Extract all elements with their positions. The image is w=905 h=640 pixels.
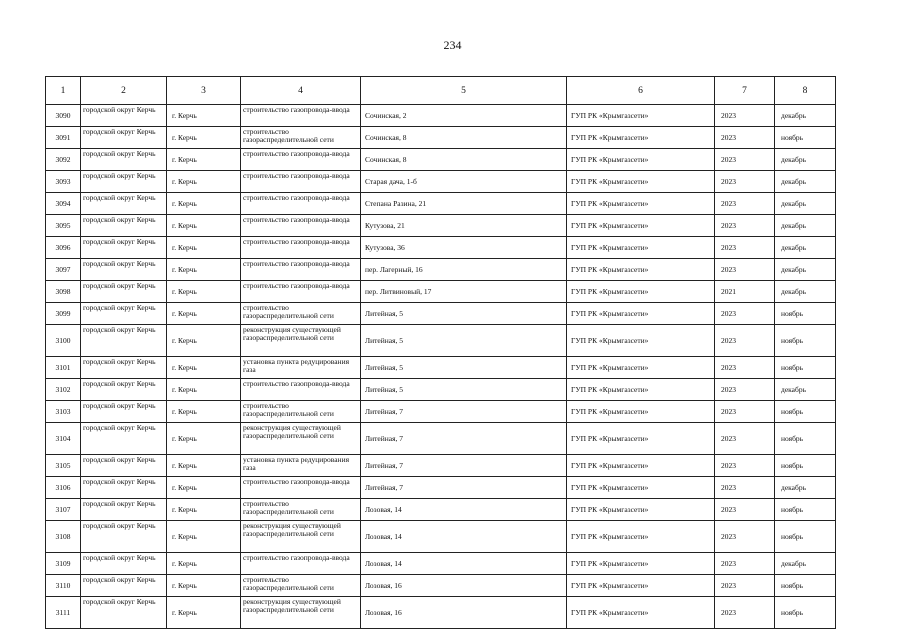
table-row xyxy=(46,455,836,477)
city-cell: г. Керчь xyxy=(167,575,241,597)
address-cell: Лозовая, 16 xyxy=(361,575,567,597)
work-type-cell: строительство газопровода-ввода xyxy=(241,281,361,303)
work-type-cell: строительство газопровода-ввода xyxy=(241,259,361,281)
address-cell: Литейная, 7 xyxy=(361,401,567,423)
table-header xyxy=(46,77,836,105)
table-row xyxy=(46,281,836,303)
month-cell: декабрь xyxy=(775,171,836,193)
address-cell: Кутузова, 36 xyxy=(361,237,567,259)
year-cell: 2023 xyxy=(715,379,775,401)
city-cell: г. Керчь xyxy=(167,379,241,401)
address-cell: пер. Лагерный, 16 xyxy=(361,259,567,281)
city-cell: г. Керчь xyxy=(167,455,241,477)
column-header-2: 2 xyxy=(81,77,167,105)
year-cell: 2023 xyxy=(715,575,775,597)
address-cell: Литейная, 7 xyxy=(361,477,567,499)
work-type-cell: реконструкция существующей газораспределительной сети xyxy=(241,423,361,455)
city-cell: г. Керчь xyxy=(167,303,241,325)
work-type-cell: строительство газопровода-ввода xyxy=(241,379,361,401)
gasification-table xyxy=(45,76,836,629)
column-header-1: 1 xyxy=(46,77,81,105)
month-cell: декабрь xyxy=(775,215,836,237)
city-cell: г. Керчь xyxy=(167,193,241,215)
work-type-cell: установка пункта редуцирования газа xyxy=(241,357,361,379)
row-number-cell: 3102 xyxy=(46,379,81,401)
municipality-cell: городской округ Керчь xyxy=(81,105,167,127)
organization-cell: ГУП РК «Крымгазсети» xyxy=(567,215,715,237)
work-type-cell: строительство газопровода-ввода xyxy=(241,477,361,499)
table-row xyxy=(46,325,836,357)
work-type-cell: строительство газопровода-ввода xyxy=(241,193,361,215)
row-number-cell: 3101 xyxy=(46,357,81,379)
work-type-cell: строительство газораспределительной сети xyxy=(241,303,361,325)
organization-cell: ГУП РК «Крымгазсети» xyxy=(567,357,715,379)
address-cell: Литейная, 7 xyxy=(361,455,567,477)
table-row xyxy=(46,259,836,281)
table-row xyxy=(46,379,836,401)
month-cell: декабрь xyxy=(775,105,836,127)
city-cell: г. Керчь xyxy=(167,553,241,575)
municipality-cell: городской округ Керчь xyxy=(81,237,167,259)
municipality-cell: городской округ Керчь xyxy=(81,325,167,357)
work-type-cell: строительство газопровода-ввода xyxy=(241,105,361,127)
year-cell: 2023 xyxy=(715,237,775,259)
column-header-7: 7 xyxy=(715,77,775,105)
row-number-cell: 3095 xyxy=(46,215,81,237)
table-row xyxy=(46,303,836,325)
year-cell: 2023 xyxy=(715,171,775,193)
month-cell: декабрь xyxy=(775,477,836,499)
city-cell: г. Керчь xyxy=(167,423,241,455)
municipality-cell: городской округ Керчь xyxy=(81,259,167,281)
month-cell: ноябрь xyxy=(775,423,836,455)
organization-cell: ГУП РК «Крымгазсети» xyxy=(567,455,715,477)
city-cell: г. Керчь xyxy=(167,215,241,237)
municipality-cell: городской округ Керчь xyxy=(81,597,167,629)
municipality-cell: городской округ Керчь xyxy=(81,553,167,575)
row-number-cell: 3109 xyxy=(46,553,81,575)
year-cell: 2023 xyxy=(715,325,775,357)
month-cell: декабрь xyxy=(775,259,836,281)
address-cell: Степана Разина, 21 xyxy=(361,193,567,215)
year-cell: 2023 xyxy=(715,193,775,215)
city-cell: г. Керчь xyxy=(167,499,241,521)
year-cell: 2023 xyxy=(715,105,775,127)
address-cell: Кутузова, 21 xyxy=(361,215,567,237)
table-body xyxy=(46,105,836,629)
organization-cell: ГУП РК «Крымгазсети» xyxy=(567,325,715,357)
city-cell: г. Керчь xyxy=(167,357,241,379)
municipality-cell: городской округ Керчь xyxy=(81,521,167,553)
table-row xyxy=(46,423,836,455)
column-header-4: 4 xyxy=(241,77,361,105)
work-type-cell: строительство газораспределительной сети xyxy=(241,127,361,149)
work-type-cell: строительство газопровода-ввода xyxy=(241,237,361,259)
month-cell: декабрь xyxy=(775,237,836,259)
address-cell: Лозовая, 14 xyxy=(361,499,567,521)
organization-cell: ГУП РК «Крымгазсети» xyxy=(567,553,715,575)
municipality-cell: городской округ Керчь xyxy=(81,215,167,237)
address-cell: пер. Литвиновый, 17 xyxy=(361,281,567,303)
table-row xyxy=(46,215,836,237)
row-number-cell: 3099 xyxy=(46,303,81,325)
row-number-cell: 3105 xyxy=(46,455,81,477)
organization-cell: ГУП РК «Крымгазсети» xyxy=(567,575,715,597)
row-number-cell: 3091 xyxy=(46,127,81,149)
month-cell: декабрь xyxy=(775,281,836,303)
row-number-cell: 3090 xyxy=(46,105,81,127)
municipality-cell: городской округ Керчь xyxy=(81,455,167,477)
municipality-cell: городской округ Керчь xyxy=(81,193,167,215)
year-cell: 2023 xyxy=(715,357,775,379)
table-row xyxy=(46,237,836,259)
row-number-cell: 3107 xyxy=(46,499,81,521)
column-header-8: 8 xyxy=(775,77,836,105)
row-number-cell: 3093 xyxy=(46,171,81,193)
year-cell: 2023 xyxy=(715,423,775,455)
table-row xyxy=(46,477,836,499)
row-number-cell: 3100 xyxy=(46,325,81,357)
year-cell: 2023 xyxy=(715,259,775,281)
city-cell: г. Керчь xyxy=(167,171,241,193)
address-cell: Литейная, 5 xyxy=(361,357,567,379)
year-cell: 2023 xyxy=(715,455,775,477)
organization-cell: ГУП РК «Крымгазсети» xyxy=(567,105,715,127)
work-type-cell: строительство газопровода-ввода xyxy=(241,215,361,237)
page-number: 234 xyxy=(443,38,462,52)
month-cell: декабрь xyxy=(775,149,836,171)
organization-cell: ГУП РК «Крымгазсети» xyxy=(567,259,715,281)
organization-cell: ГУП РК «Крымгазсети» xyxy=(567,521,715,553)
row-number-cell: 3108 xyxy=(46,521,81,553)
municipality-cell: городской округ Керчь xyxy=(81,303,167,325)
city-cell: г. Керчь xyxy=(167,597,241,629)
address-cell: Сочинская, 8 xyxy=(361,149,567,171)
row-number-cell: 3092 xyxy=(46,149,81,171)
organization-cell: ГУП РК «Крымгазсети» xyxy=(567,379,715,401)
table-row xyxy=(46,357,836,379)
municipality-cell: городской округ Керчь xyxy=(81,575,167,597)
year-cell: 2023 xyxy=(715,553,775,575)
month-cell: ноябрь xyxy=(775,575,836,597)
city-cell: г. Керчь xyxy=(167,105,241,127)
table-row xyxy=(46,575,836,597)
header-row xyxy=(46,77,836,105)
organization-cell: ГУП РК «Крымгазсети» xyxy=(567,477,715,499)
organization-cell: ГУП РК «Крымгазсети» xyxy=(567,171,715,193)
city-cell: г. Керчь xyxy=(167,259,241,281)
organization-cell: ГУП РК «Крымгазсети» xyxy=(567,237,715,259)
city-cell: г. Керчь xyxy=(167,477,241,499)
work-type-cell: строительство газопровода-ввода xyxy=(241,149,361,171)
row-number-cell: 3098 xyxy=(46,281,81,303)
table-row xyxy=(46,499,836,521)
municipality-cell: городской округ Керчь xyxy=(81,401,167,423)
municipality-cell: городской округ Керчь xyxy=(81,499,167,521)
work-type-cell: установка пункта редуцирования газа xyxy=(241,455,361,477)
work-type-cell: реконструкция существующей газораспределительной сети xyxy=(241,325,361,357)
row-number-cell: 3111 xyxy=(46,597,81,629)
organization-cell: ГУП РК «Крымгазсети» xyxy=(567,597,715,629)
year-cell: 2023 xyxy=(715,401,775,423)
organization-cell: ГУП РК «Крымгазсети» xyxy=(567,401,715,423)
table-row xyxy=(46,521,836,553)
municipality-cell: городской округ Керчь xyxy=(81,281,167,303)
address-cell: Лозовая, 14 xyxy=(361,553,567,575)
row-number-cell: 3094 xyxy=(46,193,81,215)
address-cell: Лозовая, 14 xyxy=(361,521,567,553)
year-cell: 2023 xyxy=(715,303,775,325)
municipality-cell: городской округ Керчь xyxy=(81,171,167,193)
year-cell: 2023 xyxy=(715,499,775,521)
organization-cell: ГУП РК «Крымгазсети» xyxy=(567,423,715,455)
work-type-cell: строительство газопровода-ввода xyxy=(241,171,361,193)
table-row xyxy=(46,127,836,149)
month-cell: декабрь xyxy=(775,379,836,401)
table-row xyxy=(46,105,836,127)
organization-cell: ГУП РК «Крымгазсети» xyxy=(567,303,715,325)
column-header-5: 5 xyxy=(361,77,567,105)
row-number-cell: 3104 xyxy=(46,423,81,455)
table-row xyxy=(46,553,836,575)
work-type-cell: строительство газораспределительной сети xyxy=(241,575,361,597)
month-cell: декабрь xyxy=(775,193,836,215)
year-cell: 2021 xyxy=(715,281,775,303)
work-type-cell: строительство газораспределительной сети xyxy=(241,499,361,521)
column-header-3: 3 xyxy=(167,77,241,105)
city-cell: г. Керчь xyxy=(167,401,241,423)
month-cell: декабрь xyxy=(775,553,836,575)
month-cell: ноябрь xyxy=(775,325,836,357)
organization-cell: ГУП РК «Крымгазсети» xyxy=(567,127,715,149)
city-cell: г. Керчь xyxy=(167,281,241,303)
organization-cell: ГУП РК «Крымгазсети» xyxy=(567,281,715,303)
address-cell: Литейная, 7 xyxy=(361,423,567,455)
municipality-cell: городской округ Керчь xyxy=(81,127,167,149)
month-cell: ноябрь xyxy=(775,401,836,423)
organization-cell: ГУП РК «Крымгазсети» xyxy=(567,193,715,215)
work-type-cell: строительство газораспределительной сети xyxy=(241,401,361,423)
table-row xyxy=(46,597,836,629)
municipality-cell: городской округ Керчь xyxy=(81,357,167,379)
address-cell: Лозовая, 16 xyxy=(361,597,567,629)
table-row xyxy=(46,171,836,193)
city-cell: г. Керчь xyxy=(167,325,241,357)
municipality-cell: городской округ Керчь xyxy=(81,477,167,499)
table-row xyxy=(46,193,836,215)
year-cell: 2023 xyxy=(715,477,775,499)
year-cell: 2023 xyxy=(715,215,775,237)
city-cell: г. Керчь xyxy=(167,149,241,171)
table-row xyxy=(46,149,836,171)
month-cell: ноябрь xyxy=(775,127,836,149)
year-cell: 2023 xyxy=(715,597,775,629)
city-cell: г. Керчь xyxy=(167,521,241,553)
city-cell: г. Керчь xyxy=(167,237,241,259)
work-type-cell: реконструкция существующей газораспределительной сети xyxy=(241,597,361,629)
row-number-cell: 3106 xyxy=(46,477,81,499)
address-cell: Сочинская, 8 xyxy=(361,127,567,149)
municipality-cell: городской округ Керчь xyxy=(81,423,167,455)
month-cell: ноябрь xyxy=(775,455,836,477)
city-cell: г. Керчь xyxy=(167,127,241,149)
year-cell: 2023 xyxy=(715,149,775,171)
work-type-cell: строительство газопровода-ввода xyxy=(241,553,361,575)
row-number-cell: 3097 xyxy=(46,259,81,281)
table-row xyxy=(46,401,836,423)
municipality-cell: городской округ Керчь xyxy=(81,379,167,401)
column-header-6: 6 xyxy=(567,77,715,105)
work-type-cell: реконструкция существующей газораспределительной сети xyxy=(241,521,361,553)
address-cell: Старая дача, 1-б xyxy=(361,171,567,193)
month-cell: ноябрь xyxy=(775,357,836,379)
address-cell: Литейная, 5 xyxy=(361,325,567,357)
month-cell: ноябрь xyxy=(775,521,836,553)
address-cell: Сочинская, 2 xyxy=(361,105,567,127)
year-cell: 2023 xyxy=(715,521,775,553)
month-cell: ноябрь xyxy=(775,597,836,629)
municipality-cell: городской округ Керчь xyxy=(81,149,167,171)
row-number-cell: 3110 xyxy=(46,575,81,597)
address-cell: Литейная, 5 xyxy=(361,379,567,401)
month-cell: ноябрь xyxy=(775,303,836,325)
row-number-cell: 3096 xyxy=(46,237,81,259)
organization-cell: ГУП РК «Крымгазсети» xyxy=(567,499,715,521)
organization-cell: ГУП РК «Крымгазсети» xyxy=(567,149,715,171)
year-cell: 2023 xyxy=(715,127,775,149)
month-cell: ноябрь xyxy=(775,499,836,521)
address-cell: Литейная, 5 xyxy=(361,303,567,325)
row-number-cell: 3103 xyxy=(46,401,81,423)
